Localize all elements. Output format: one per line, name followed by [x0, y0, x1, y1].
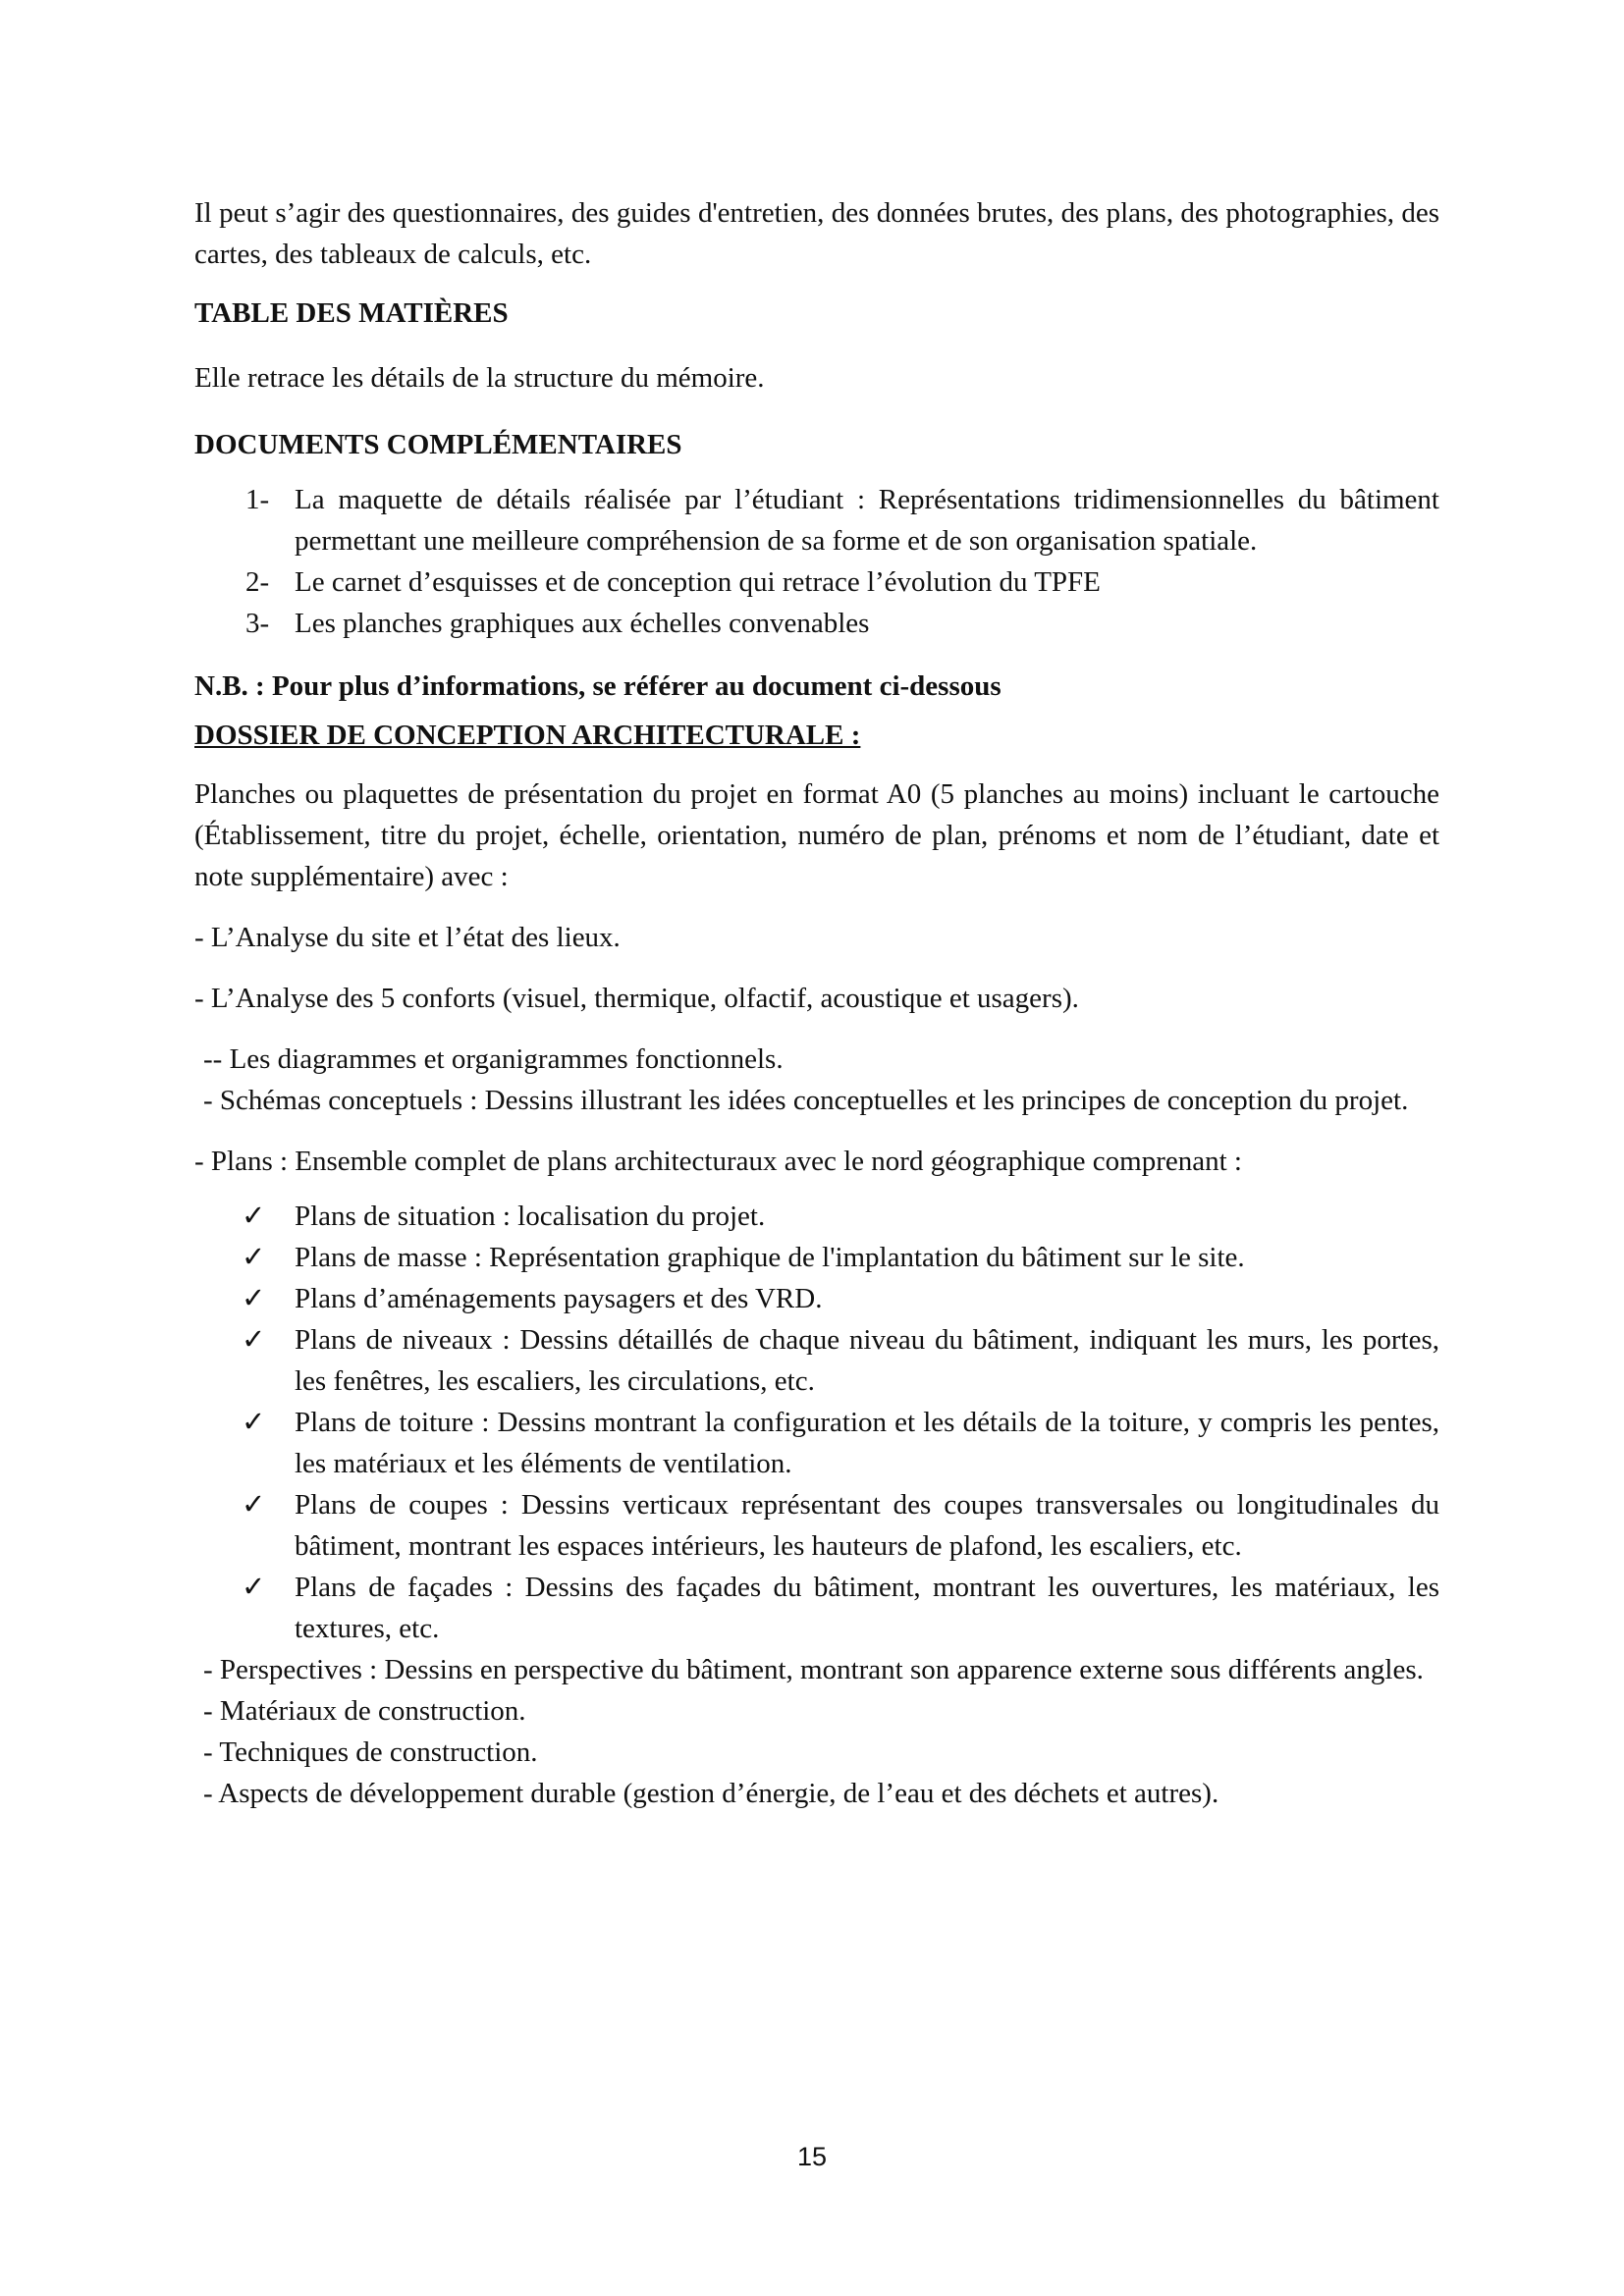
check-icon: ✓: [242, 1201, 266, 1232]
toc-heading: TABLE DES MATIÈRES: [194, 297, 509, 329]
list-item: [194, 1237, 1439, 1278]
perspectives-item: - Perspectives : Dessins en perspective du bâtiment, montrant son apparence externe sous différents angles.: [203, 1654, 1424, 1685]
dossier-heading: DOSSIER DE CONCEPTION ARCHITECTURALE :: [194, 720, 861, 751]
list-item: [194, 1567, 1439, 1649]
page-content: [194, 192, 1439, 1814]
check-icon: ✓: [242, 1407, 266, 1438]
check-icon: ✓: [242, 1324, 266, 1356]
sustainability-item: - Aspects de développement durable (gestion d’énergie, de l’eau et des déchets et autres).: [203, 1778, 1219, 1809]
list-item-text: Plans de situation : localisation du projet.: [295, 1201, 766, 1232]
list-item: [194, 1278, 1439, 1319]
list-item-text: Le carnet d’esquisses et de conception qui retrace l’évolution du TPFE: [295, 566, 1101, 598]
intro-paragraph: Il peut s’agir des questionnaires, des guides d'entretien, des données brutes, des plans, des photographies, des cartes, des tableaux de calculs, etc.: [194, 197, 1439, 270]
list-item: [194, 1319, 1439, 1402]
comfort-analysis-item: - L’Analyse des 5 conforts (visuel, thermique, olfactif, acoustique et usagers).: [194, 983, 1079, 1014]
list-item: [194, 561, 1439, 603]
list-item-text: Plans d’aménagements paysagers et des VRD.: [295, 1283, 823, 1314]
list-item-text: Plans de niveaux : Dessins détaillés de chaque niveau du bâtiment, indiquant les murs, les portes, les fenêtres, les escaliers, les circulations, etc.: [295, 1324, 1439, 1397]
list-item: [194, 1196, 1439, 1237]
materials-item: - Matériaux de construction.: [203, 1695, 526, 1727]
list-marker: 2-: [245, 566, 270, 598]
plans-intro: - Plans : Ensemble complet de plans architecturaux avec le nord géographique comprenant :: [194, 1146, 1242, 1177]
check-icon: ✓: [242, 1242, 266, 1273]
list-item: [194, 1484, 1439, 1567]
dossier-intro: Planches ou plaquettes de présentation du projet en format A0 (5 planches au moins) incluant le cartouche (Établissement, titre du projet, échelle, orientation, numéro de plan, prénoms et nom de l’étudiant, date et note supplémentaire) avec :: [194, 778, 1439, 892]
list-item: [194, 479, 1439, 561]
check-icon: ✓: [242, 1283, 266, 1314]
plans-checklist: [194, 1196, 1439, 1649]
schemas-item: - Schémas conceptuels : Dessins illustrant les idées conceptuelles et les principes de conception du projet.: [203, 1085, 1409, 1116]
list-marker: 3-: [245, 608, 270, 639]
list-marker: 1-: [245, 484, 270, 515]
check-icon: ✓: [242, 1572, 266, 1603]
list-item-text: Plans de masse : Représentation graphique de l'implantation du bâtiment sur le site.: [295, 1242, 1245, 1273]
list-item-text: Plans de façades : Dessins des façades du bâtiment, montrant les ouvertures, les matériaux, les textures, etc.: [295, 1572, 1439, 1644]
check-icon: ✓: [242, 1489, 266, 1521]
page-number: 15: [796, 2142, 828, 2171]
list-item-text: La maquette de détails réalisée par l’étudiant : Représentations tridimensionnelles du bâtiment permettant une meilleure compréhension de sa forme et de son organisation spatiale.: [295, 484, 1439, 557]
list-item-text: Plans de coupes : Dessins verticaux représentant des coupes transversales ou longitudinales du bâtiment, montrant les espaces intérieurs, les hauteurs de plafond, les escaliers, etc.: [295, 1489, 1439, 1562]
toc-text: Elle retrace les détails de la structure du mémoire.: [194, 362, 765, 394]
techniques-item: - Techniques de construction.: [203, 1736, 538, 1768]
diagrams-item: -- Les diagrammes et organigrammes fonctionnels.: [203, 1043, 784, 1075]
list-item-text: Les planches graphiques aux échelles convenables: [295, 608, 870, 639]
complementary-heading: DOCUMENTS COMPLÉMENTAIRES: [194, 429, 682, 460]
site-analysis-item: - L’Analyse du site et l’état des lieux.: [194, 922, 621, 953]
list-item: [194, 1402, 1439, 1484]
nb-note: N.B. : Pour plus d’informations, se référer au document ci-dessous: [194, 670, 1001, 702]
list-item-text: Plans de toiture : Dessins montrant la configuration et les détails de la toiture, y compris les pentes, les matériaux et les éléments de ventilation.: [295, 1407, 1439, 1479]
list-item: [194, 603, 1439, 644]
complementary-list: [194, 479, 1439, 644]
